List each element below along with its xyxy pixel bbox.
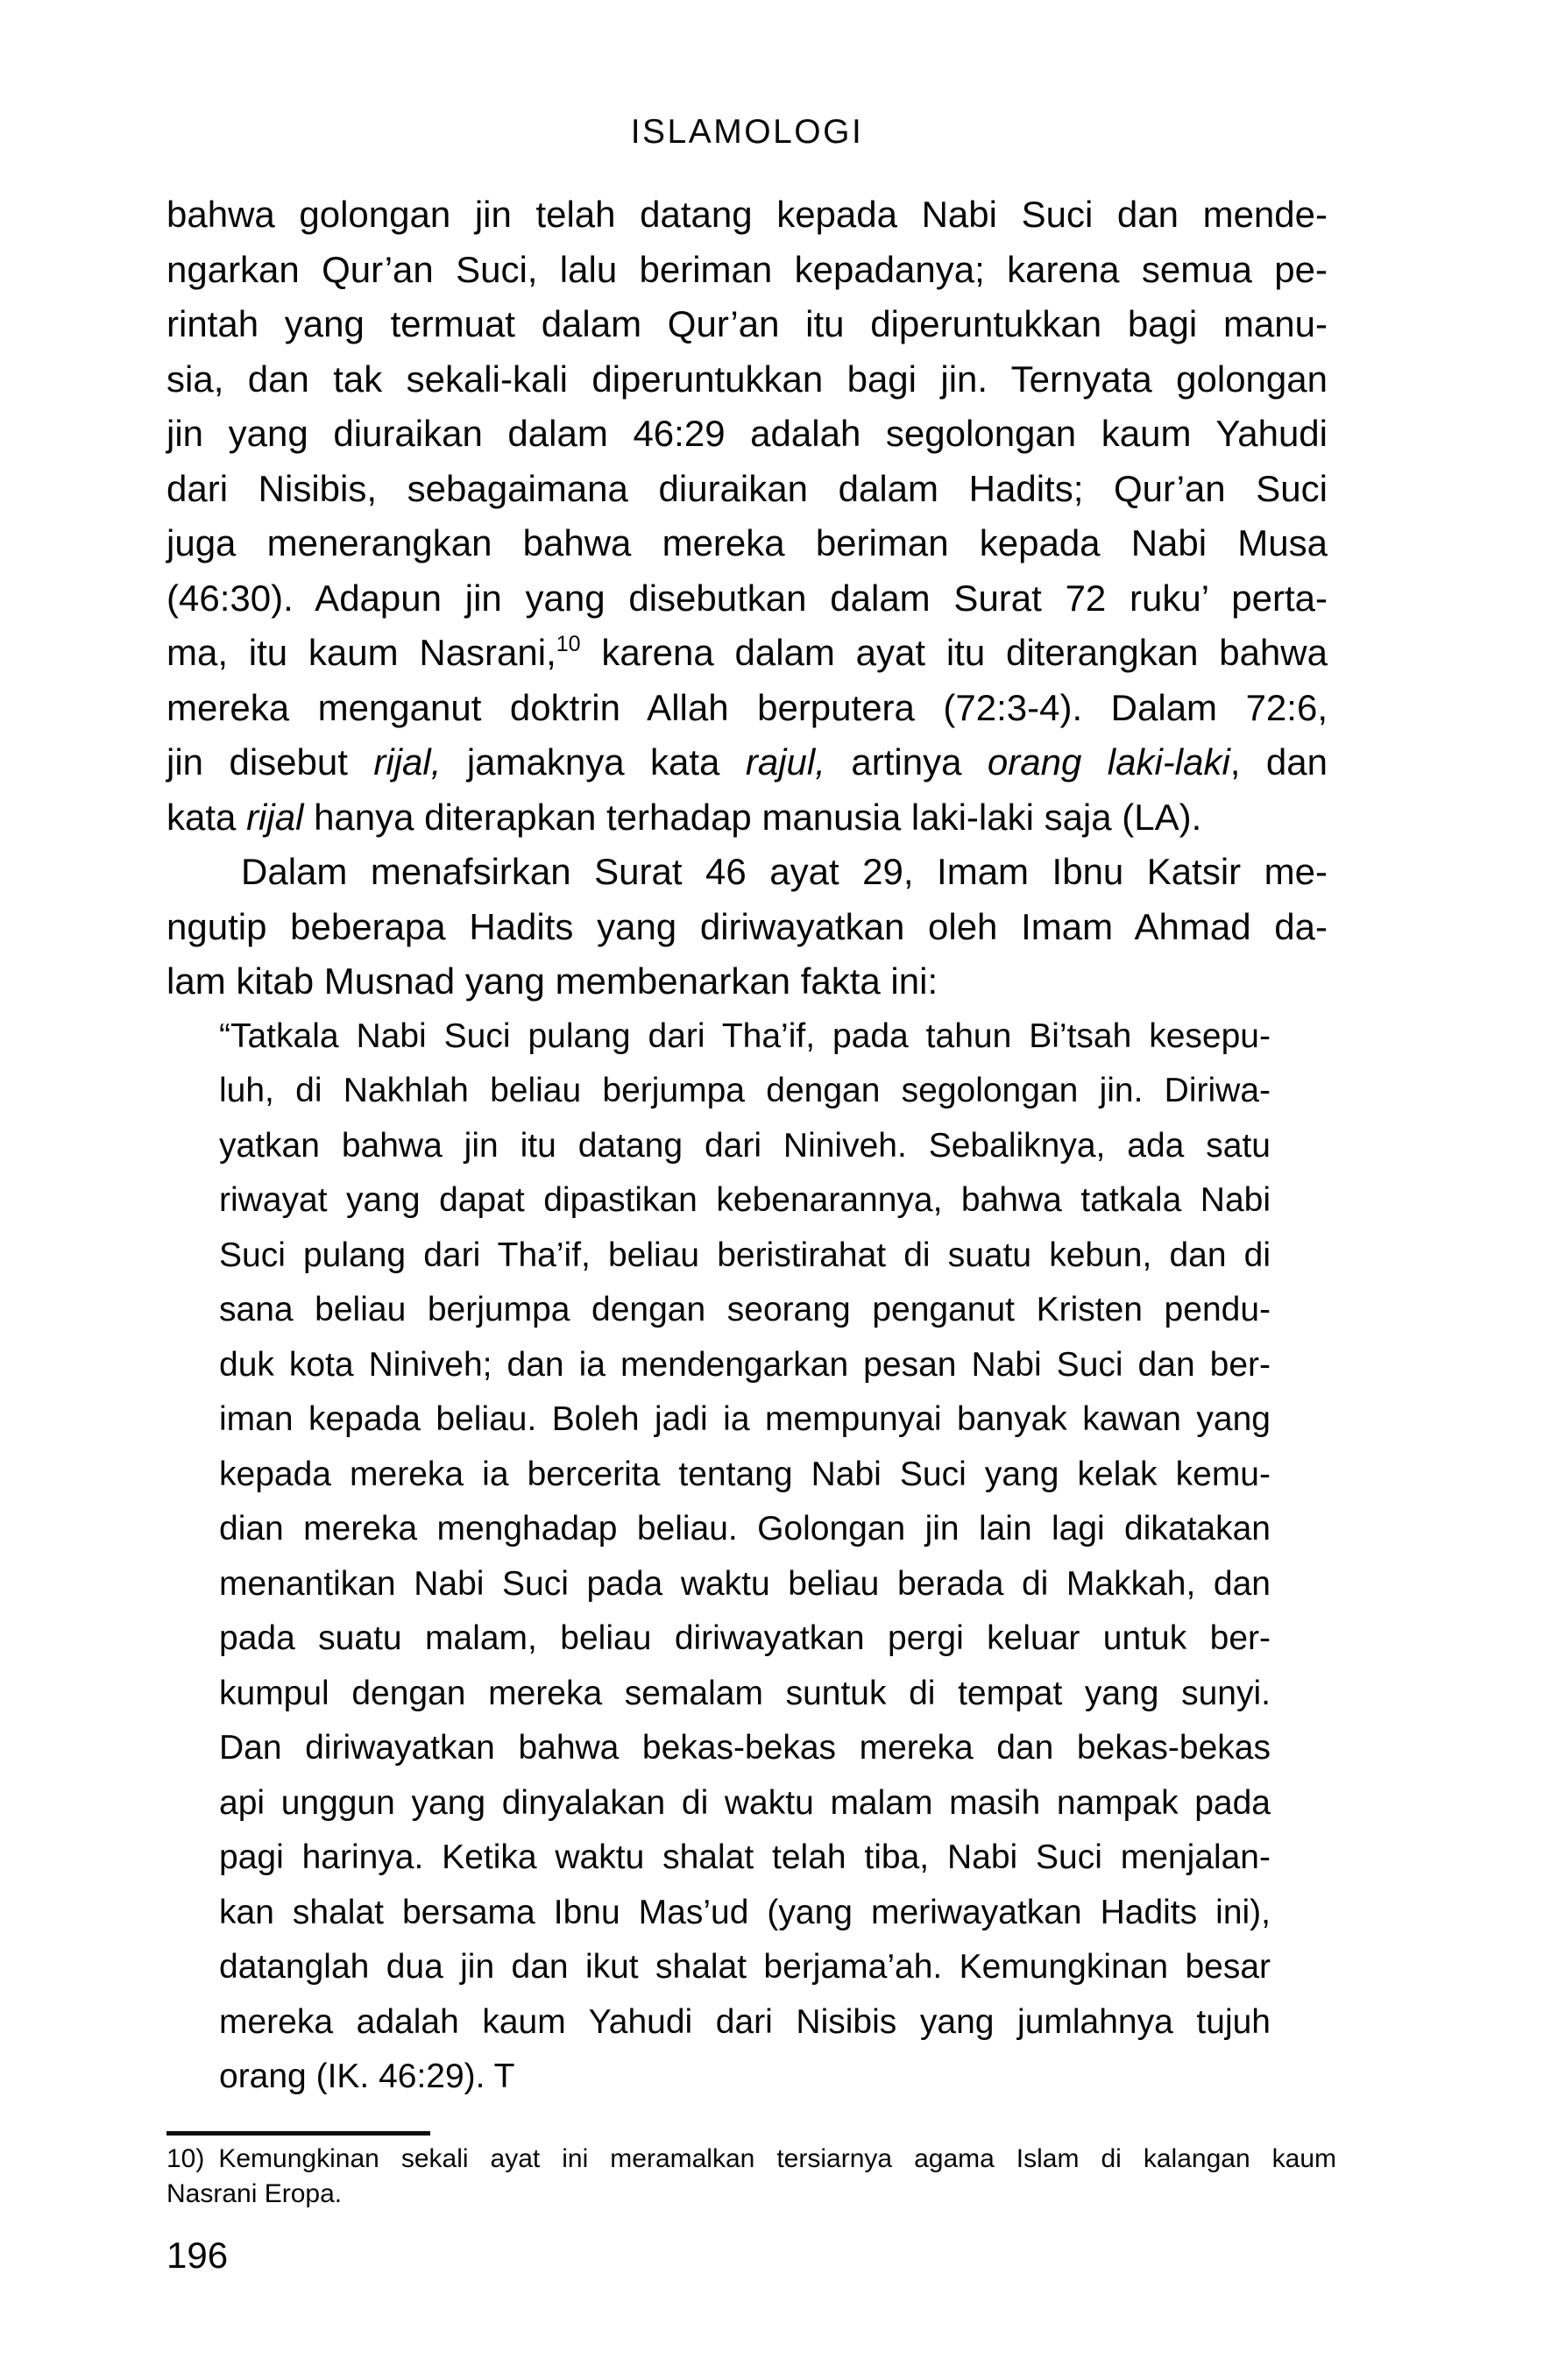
main-text [166,188,1328,2105]
body-line [166,735,1328,790]
footnote-text: Kemungkinan sekali ayat ini meramalkan tersiarnya agama Islam di kalangan kaum [218,2144,1336,2173]
quote-line: datanglah dua jin dan ikut shalat berjama’ah. Kemungkinan besar [219,1948,1271,1986]
italic-term: rijal, [373,741,442,783]
quote-line: kepada mereka ia bercerita tentang Nabi Suci yang kelak kemu- [219,1455,1271,1493]
body-line: mereka menganut doktrin Allah berputera (72:3-4). Dalam 72:6, [166,686,1328,728]
italic-term: rajul, [745,741,825,783]
quote-line: luh, di Nakhlah beliau berjumpa dengan segolongan jin. Diriwa- [219,1072,1271,1109]
body-text-segment: artinya [825,741,988,783]
quote-line: menantikan Nabi Suci pada waktu beliau berada di Makkah, dan [219,1564,1271,1603]
quote-line: api unggun yang dinyalakan di waktu malam masih nampak pada [219,1783,1271,1822]
footnote-marker: 10) [166,2144,205,2173]
body-line: jin yang diuraikan dalam 46:29 adalah segolongan kaum Yahudi [166,413,1328,454]
quote-line: orang (IK. 46:29). T [219,2058,515,2095]
body-line: sia, dan tak sekali-kali diperuntukkan bagi jin. Ternyata golongan [166,358,1328,400]
body-line [166,626,1328,681]
body-text-segment: jin disebut [166,741,374,783]
quote-line: “Tatkala Nabi Suci pulang dari Tha’if, pada tahun Bi’tsah kesepu- [219,1016,1271,1055]
quote-line: duk kota Niniveh; dan ia mendengarkan pesan Nabi Suci dan ber- [219,1345,1271,1384]
running-head: ISLAMOLOGI [630,113,864,151]
italic-term: orang laki-laki [987,741,1230,783]
body-line: bahwa golongan jin telah datang kepada Nabi Suci dan mende- [166,194,1328,235]
body-text-segment: ma, itu kaum Nasrani, [166,632,556,673]
body-text-segment: hanya diterapkan terhadap manusia laki-laki saja (LA). [303,796,1202,838]
body-line: Dalam menafsirkan Surat 46 ayat 29, Imam Ibnu Katsir me- [241,851,1328,892]
quote-line: Dan diriwayatkan bahwa bekas-bekas mereka dan bekas-bekas [219,1729,1271,1767]
body-line: lam kitab Musnad yang membenarkan fakta ini: [166,960,938,1002]
quote-line: Suci pulang dari Tha’if, beliau beristirahat di suatu kebun, dan di [219,1236,1271,1274]
body-line: ngutip beberapa Hadits yang diriwayatkan oleh Imam Ahmad da- [166,905,1328,947]
body-line: ngarkan Qur’an Suci, lalu beriman kepadanya; karena semua pe- [166,248,1328,290]
italic-term: rijal [246,796,304,838]
quote-line: pada suatu malam, beliau diriwayatkan pergi keluar untuk ber- [219,1619,1271,1657]
body-text-segment: karena dalam ayat itu diterangkan bahwa [580,632,1328,673]
body-text-segment: jamaknya kata [441,741,746,783]
footnote [166,2142,1336,2212]
quote-line: yatkan bahwa jin itu datang dari Niniveh. Sebaliknya, ada satu [219,1126,1271,1165]
footnote-separator [166,2131,430,2136]
body-line: juga menerangkan bahwa mereka beriman kepada Nabi Musa [166,522,1328,563]
footnote-line [166,2142,1336,2177]
footnote-ref: 10 [556,632,581,656]
quote-line: kumpul dengan mereka semalam suntuk di tempat yang sunyi. [219,1674,1271,1712]
page-number: 196 [166,2235,229,2276]
body-text-segment: kata [166,796,247,838]
quote-line: mereka adalah kaum Yahudi dari Nisibis yang jumlahnya tujuh [219,2002,1271,2041]
quote-line: dian mereka menghadap beliau. Golongan jin lain lagi dikatakan [219,1510,1271,1548]
quote-line: pagi harinya. Ketika waktu shalat telah tiba, Nabi Suci menjalan- [219,1838,1271,1876]
quote-line: riwayat yang dapat dipastikan kebenarannya, bahwa tatkala Nabi [219,1181,1271,1219]
block-quote [219,1009,1271,2105]
body-line: rintah yang termuat dalam Qur’an itu diperuntukkan bagi manu- [166,303,1328,344]
quote-line: iman kepada beliau. Boleh jadi ia mempunyai banyak kawan yang [219,1400,1271,1438]
footnote-line: Nasrani Eropa. [166,2179,343,2208]
body-text-segment: , dan [1229,741,1328,783]
quote-line: kan shalat bersama Ibnu Mas’ud (yang meriwayatkan Hadits ini), [219,1893,1271,1931]
body-line: dari Nisibis, sebagaimana diuraikan dalam Hadits; Qur’an Suci [166,467,1328,509]
body-line [166,790,1328,846]
body-line: (46:30). Adapun jin yang disebutkan dalam Surat 72 ruku’ perta- [166,577,1328,619]
quote-line: sana beliau berjumpa dengan seorang penganut Kristen pendu- [219,1291,1271,1328]
